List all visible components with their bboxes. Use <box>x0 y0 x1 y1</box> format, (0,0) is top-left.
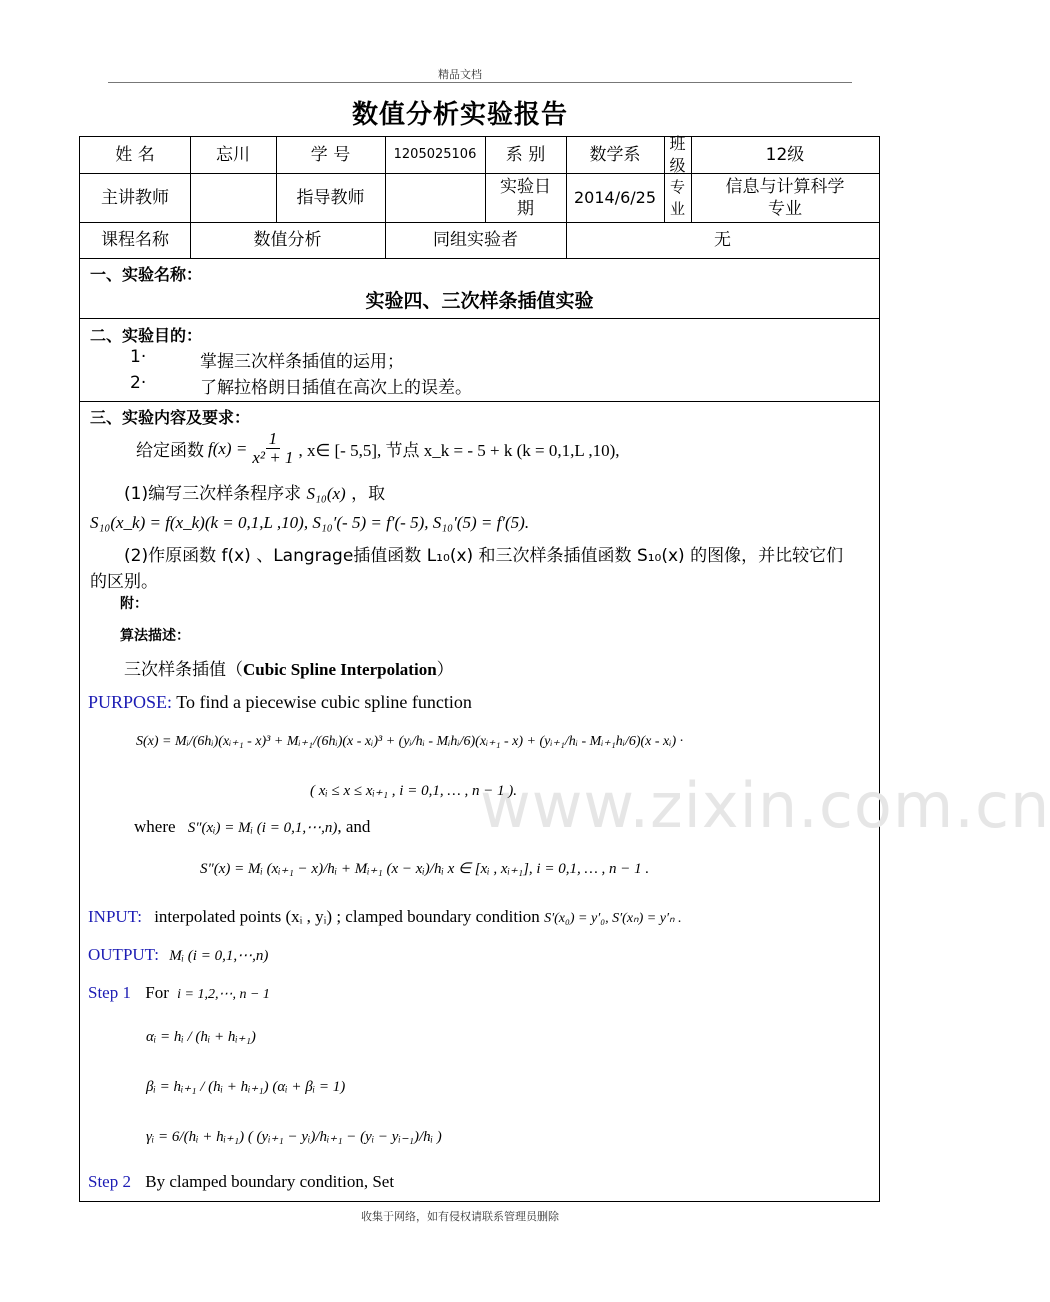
output-line <box>88 945 268 965</box>
purpose-item-number: 2· <box>130 373 147 393</box>
row-divider <box>80 258 879 259</box>
value-class: 12级 <box>765 145 805 165</box>
value-major: 信息与计算科学专业 <box>725 176 845 219</box>
given-function-line <box>136 430 619 467</box>
purpose-item-number: 1· <box>130 347 147 367</box>
label-department: 系 别 <box>505 145 546 165</box>
watermark: www.zixin.com.cn <box>480 769 1050 842</box>
section-3-heading: 三、实验内容及要求： <box>90 408 251 427</box>
label-lecturer: 主讲教师 <box>101 187 169 208</box>
purpose-item-text: 掌握三次样条插值的运用； <box>200 352 404 372</box>
task-1-line <box>124 479 385 504</box>
step-2-line <box>88 1172 394 1192</box>
output-text: Mᵢ (i = 0,1,⋯,n) <box>169 948 269 964</box>
input-text: interpolated points (xᵢ , yᵢ) ; clamped boundary condition <box>154 907 540 926</box>
spline-range: ( xᵢ ≤ x ≤ xᵢ₊₁ , i = 0,1, … , n − 1 ). <box>310 783 518 799</box>
input-boundary: S′(x₀) = y′₀, S′(xₙ) = y′ₙ . <box>544 911 682 926</box>
beta-formula: βᵢ = hᵢ₊₁ / (hᵢ + hᵢ₊₁) (αᵢ + βᵢ = 1) <box>146 1079 346 1095</box>
value-course: 数值分析 <box>253 230 322 250</box>
value-date: 2014/6/25 <box>573 187 657 207</box>
label-course: 课程名称 <box>101 230 169 250</box>
page-footer-note: 收集于网络，如有侵权请联系管理员删除 <box>361 1210 559 1223</box>
where-formula: S″(xᵢ) = Mᵢ (i = 0,1,⋯,n) <box>187 820 338 836</box>
step1-label: Step 1 <box>88 983 131 1002</box>
algo-title-suffix: ） <box>436 660 454 680</box>
given-fraction <box>249 430 296 467</box>
task1-suffix: ，取 <box>351 484 386 504</box>
value-supervisor <box>385 173 485 222</box>
value-name: 忘川 <box>216 145 250 165</box>
algorithm-label: 算法描述： <box>120 628 190 644</box>
step1-text: For <box>145 983 169 1002</box>
task-1-conditions: S₁₀(x_k) = f(x_k)(k = 0,1,L ,10), S₁₀′(- 5) = f′(- 5), S₁₀′(5) = f′(5). <box>90 513 530 532</box>
purpose-item-text: 了解拉格朗日插值在高次上的误差。 <box>200 378 472 398</box>
label-partners: 同组实验者 <box>433 230 518 250</box>
label-name: 姓 名 <box>115 145 155 165</box>
value-lecturer <box>190 173 276 222</box>
label-class: 班级 <box>669 134 686 175</box>
given-tail: , x∈ [- 5,5], 节点 x_k = - 5 + k (k = 0,1,L ,10), <box>298 441 620 460</box>
input-label: INPUT: <box>88 907 142 926</box>
purpose-text: To find a piecewise cubic spline function <box>176 692 472 712</box>
appendix-label: 附： <box>120 596 148 612</box>
where-and: , and <box>337 817 371 836</box>
step2-text: By clamped boundary condition, Set <box>145 1172 395 1191</box>
step-1-line <box>88 983 270 1003</box>
section-2-heading: 二、实验目的： <box>90 326 203 345</box>
spline-formula: S(x) = Mᵢ/(6hᵢ)(xᵢ₊₁ - x)³ + Mᵢ₊₁/(6hᵢ)(x - xᵢ)³ + (yᵢ/hᵢ - Mᵢhᵢ/6)(xᵢ₊₁ - x) + (yᵢ₊₁/hᵢ - Mᵢ₊₁hᵢ/6)(x - xᵢ) · <box>136 734 684 749</box>
label-date: 实验日期 <box>500 176 551 219</box>
given-f: f(x) = <box>208 438 248 458</box>
fraction-denominator: x² + 1 <box>252 448 294 467</box>
given-prefix: 给定函数 <box>136 441 204 461</box>
label-student-id: 学 号 <box>310 145 351 165</box>
gamma-formula: γᵢ = 6/(hᵢ + hᵢ₊₁) ( (yᵢ₊₁ − yᵢ)/hᵢ₊₁ − (yᵢ − yᵢ₋₁)/hᵢ ) <box>146 1129 442 1145</box>
algorithm-title <box>124 655 454 680</box>
task-2-line-wrap: 的区别。 <box>90 572 158 592</box>
purpose-label: PURPOSE: <box>88 692 173 712</box>
value-partners: 无 <box>714 230 731 250</box>
algo-title-prefix: 三次样条插值（ <box>124 660 243 680</box>
step1-range: i = 1,2,⋯, n − 1 <box>177 987 270 1002</box>
section-divider <box>80 401 879 402</box>
task1-prefix: (1)编写三次样条程序求 <box>124 484 302 504</box>
fraction-numerator: 1 <box>266 430 281 449</box>
where-label: where <box>134 817 176 836</box>
input-line <box>88 907 682 927</box>
value-student-id: 1205025106 <box>393 147 477 162</box>
header-rule <box>108 82 852 83</box>
alpha-formula: αᵢ = hᵢ / (hᵢ + hᵢ₊₁) <box>146 1029 256 1045</box>
output-label: OUTPUT: <box>88 945 159 964</box>
section-divider <box>80 318 879 319</box>
page-header-note: 精品文档 <box>438 68 482 81</box>
report-title: 数值分析实验报告 <box>351 100 568 130</box>
step2-label: Step 2 <box>88 1172 131 1191</box>
report-frame <box>79 134 1050 1202</box>
second-derivative-formula: S″(x) = Mᵢ (xᵢ₊₁ − x)/hᵢ + Mᵢ₊₁ (x − xᵢ)/hᵢ x ∈ [xᵢ , xᵢ₊₁], i = 0,1, … , n − 1 . <box>200 861 650 877</box>
purpose-line <box>88 692 472 713</box>
algo-title-en: Cubic Spline Interpolation <box>243 660 437 679</box>
section-1-heading: 一、实验名称： <box>90 265 203 284</box>
label-supervisor: 指导教师 <box>296 187 365 208</box>
task1-s: S₁₀(x) <box>306 484 346 503</box>
value-department: 数学系 <box>589 145 641 165</box>
task-2-line: (2)作原函数 f(x) 、Langrage插值函数 L₁₀(x) 和三次样条插值函数 S₁₀(x) 的图像，并比较它们 <box>124 546 844 566</box>
label-major: 专业 <box>669 177 685 218</box>
where-line <box>134 817 370 837</box>
experiment-name: 实验四、三次样条插值实验 <box>365 290 594 312</box>
